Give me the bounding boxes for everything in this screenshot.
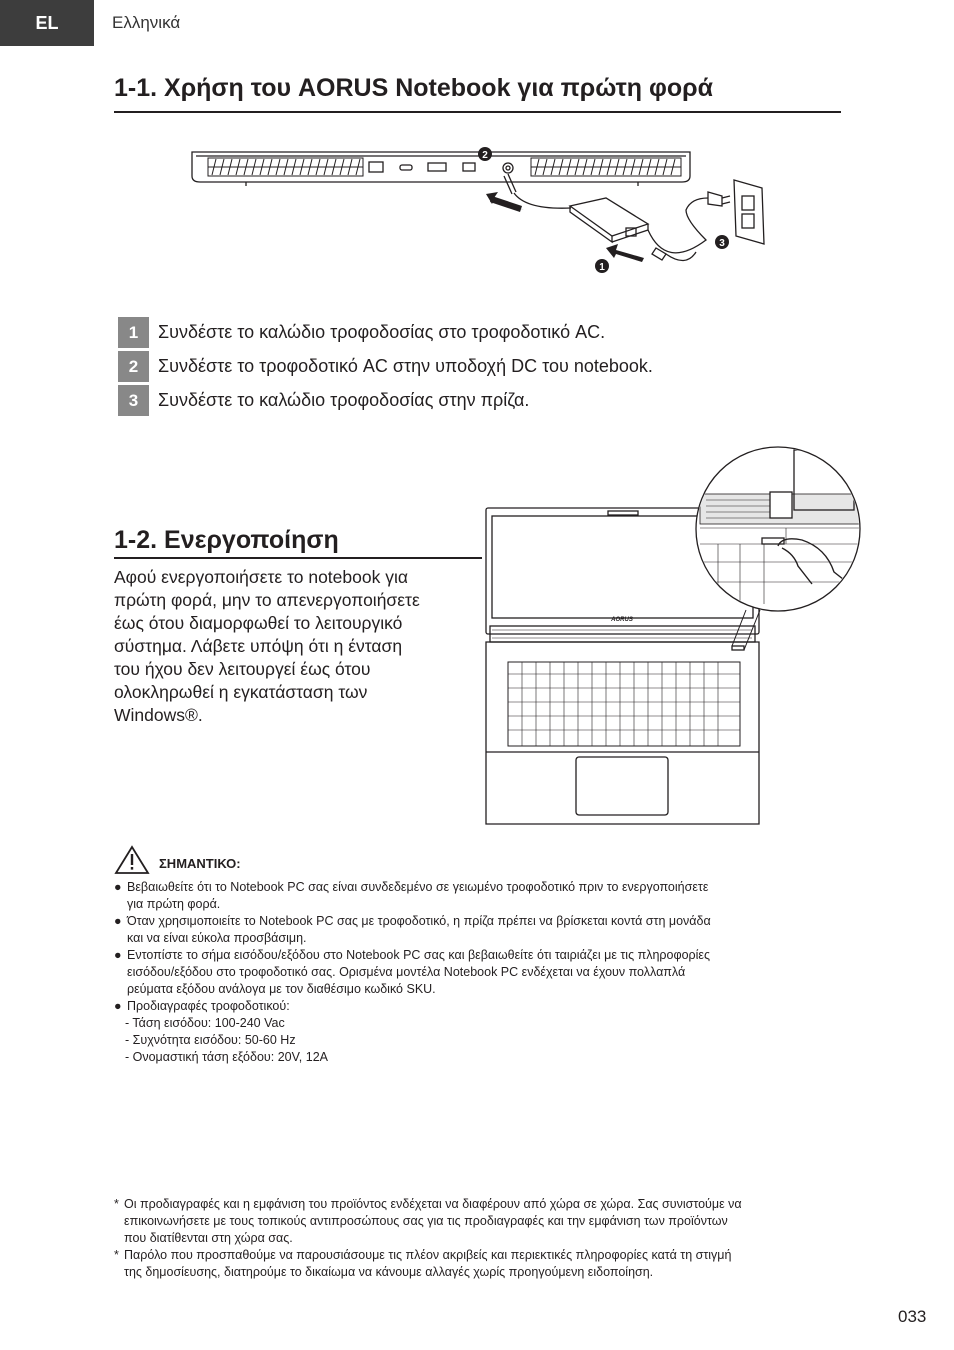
bullet-line: εισόδου/εξόδου στο τροφοδοτικό σας. Ορισμένα μοντέλα Notebook PC ενδέχεται να έχουν πολλαπλά xyxy=(127,965,686,979)
bullet-line: Όταν χρησιμοποιείτε το Notebook PC σας με τροφοδοτικό, η πρίζα πρέπει να βρίσκεται κοντά στη μονάδα xyxy=(127,914,711,928)
bullet-item: ● Εντοπίστε το σήμα εισόδου/εξόδου στο Notebook PC σας και βεβαιωθείτε ότι ταιριάζει με τις πληροφορίες εισόδου/εξόδου στο τροφοδοτικό σας. Ορισμένα μοντέλα Notebook PC ενδέχεται να έχουν πολλαπλά ρεύματα εξόδου ανάλογα με τον διαθέσιμο κωδικό SKU. xyxy=(114,947,844,998)
body-line: Αφού ενεργοποιήσετε το notebook για xyxy=(114,567,408,587)
important-bullets xyxy=(114,879,844,1066)
rear-vent-left xyxy=(208,158,363,176)
section1-title: 1-1. Χρήση του AORUS Notebook για πρώτη φορά xyxy=(114,74,841,113)
warning-icon xyxy=(114,845,150,875)
bullet-item: ● Βεβαιωθείτε ότι το Notebook PC σας είναι συνδεδεμένο σε γειωμένο τροφοδοτικό πριν το ενεργοποιήσετε για πρώτη φορά. xyxy=(114,879,844,913)
step-text: Συνδέστε το καλώδιο τροφοδοσίας στο τροφοδοτικό AC. xyxy=(158,322,606,342)
step-number: 3 xyxy=(118,385,149,416)
footnote-line: της δημοσίευσης, διατηρούμε το δικαίωμα να κάνουμε αλλαγές χωρίς προηγούμενη ειδοποίηση. xyxy=(124,1265,654,1279)
footnote-item: * Παρόλο που προσπαθούμε να παρουσιάσουμε τις πλέον ακριβείς και περιεκτικές πληροφορίες κατά τη στιγμή της δημοσίευσης, διατηρούμε το δικαίωμα να κάνουμε αλλαγές χωρίς προηγούμενη ειδοποίηση. xyxy=(114,1247,844,1281)
footnotes xyxy=(114,1196,844,1281)
aorus-logo: AORUS xyxy=(611,617,633,623)
power-on-illustration xyxy=(482,444,862,830)
mini-displayport xyxy=(463,163,475,171)
bullet-line: Εντοπίστε το σήμα εισόδου/εξόδου στο Notebook PC σας και βεβαιωθείτε ότι ταιριάζει με τις πληροφορίες xyxy=(127,948,711,962)
ethernet-port xyxy=(369,162,383,172)
svg-text:3: 3 xyxy=(719,238,725,249)
arrow-to-adapter xyxy=(606,244,644,262)
keyboard xyxy=(508,662,740,746)
step-number: 1 xyxy=(118,317,149,348)
footnote-line: επικοινωνήσετε με τους τοπικούς αντιπροσώπους σας για τις προδιαγραφές και την εμφάνιση των προϊόντων xyxy=(124,1214,728,1228)
footnote-line: Παρόλο που προσπαθούμε να παρουσιάσουμε τις πλέον ακριβείς και περιεκτικές πληροφορίες κατά τη στιγμή xyxy=(124,1248,732,1262)
callout-2 xyxy=(478,147,492,161)
important-label: ΣΗΜΑΝΤΙΚΟ: xyxy=(159,856,241,871)
wall-socket xyxy=(734,180,764,244)
callout-1 xyxy=(595,259,609,273)
important-notice xyxy=(114,845,241,880)
bullet-item: ● Όταν χρησιμοποιείτε το Notebook PC σας με τροφοδοτικό, η πρίζα πρέπει να βρίσκεται κοντά στη μονάδα και να είναι εύκολα προσβάσιμη. xyxy=(114,913,844,947)
body-line: του ήχου δεν λειτουργεί έως ότου xyxy=(114,659,371,679)
footnote-line: που διατίθενται στη χώρα σας. xyxy=(124,1231,293,1245)
body-line: πρώτη φορά, μην το απενεργοποιήσετε xyxy=(114,590,420,610)
step-text: Συνδέστε το τροφοδοτικό AC στην υποδοχή DC του notebook. xyxy=(158,356,653,376)
bullet-line: Βεβαιωθείτε ότι το Notebook PC σας είναι συνδεδεμένο σε γειωμένο τροφοδοτικό πριν το ενεργοποιήσετε xyxy=(127,880,709,894)
step-number: 2 xyxy=(118,351,149,382)
dc-in-port xyxy=(503,163,513,173)
step-3 xyxy=(118,385,653,416)
body-line: ολοκληρωθεί η εγκατάσταση των xyxy=(114,682,368,702)
callout-3 xyxy=(715,235,729,249)
usb-c-port xyxy=(400,165,412,170)
section2-body xyxy=(114,566,464,727)
section2-title: 1-2. Ενεργοποίηση xyxy=(114,526,482,559)
spec-line: - Ονομαστική τάση εξόδου: 20V, 12A xyxy=(125,1050,328,1064)
bullet-line: ρεύματα εξόδου ανάλογα με τον διαθέσιμο κωδικό SKU. xyxy=(127,982,436,996)
bullet-line: και να είναι εύκολα προσβάσιμη. xyxy=(127,931,307,945)
step-text: Συνδέστε το καλώδιο τροφοδοσίας στην πρίζα. xyxy=(158,390,530,410)
bullet-line: Προδιαγραφές τροφοδοτικού: xyxy=(127,999,290,1013)
touchpad xyxy=(576,757,668,815)
body-line: Windows®. xyxy=(114,705,203,725)
hdmi-port xyxy=(428,163,446,171)
power-plug xyxy=(708,192,722,206)
connection-steps xyxy=(118,317,653,419)
body-line: έως ότου διαμορφωθεί το λειτουργικό xyxy=(114,613,403,633)
language-badge: EL xyxy=(0,0,94,46)
step-1 xyxy=(118,317,653,348)
body-line: σύστημα. Λάβετε υπόψη ότι η ένταση xyxy=(114,636,403,656)
page-number: 033 xyxy=(898,1307,927,1326)
language-name: Ελληνικά xyxy=(112,13,181,32)
power-connection-illustration xyxy=(186,140,776,280)
footnote-item: * Οι προδιαγραφές και η εμφάνιση του προϊόντος ενδέχεται να διαφέρουν από χώρα σε χώρα. Σας συνιστούμε να επικοινωνήσετε με τους τοπικούς αντιπροσώπους σας για τις προδιαγραφές και την εμφάνιση των προϊόντων που διατίθενται στη χώρα σας. xyxy=(114,1196,844,1247)
svg-text:1: 1 xyxy=(599,262,605,273)
bullet-item: ● Προδιαγραφές τροφοδοτικού: xyxy=(114,998,844,1015)
power-button xyxy=(732,646,744,650)
svg-text:2: 2 xyxy=(482,150,488,161)
zoom-circle xyxy=(696,447,860,611)
bullet-line: για πρώτη φορά. xyxy=(127,897,221,911)
spec-line: - Τάση εισόδου: 100-240 Vac xyxy=(125,1016,285,1030)
footnote-line: Οι προδιαγραφές και η εμφάνιση του προϊόντος ενδέχεται να διαφέρουν από χώρα σε χώρα. Σας συνιστούμε να xyxy=(124,1197,742,1211)
step-2 xyxy=(118,351,653,382)
rear-vent-right xyxy=(531,158,681,176)
spec-line: - Συχνότητα εισόδου: 50-60 Hz xyxy=(125,1033,296,1047)
